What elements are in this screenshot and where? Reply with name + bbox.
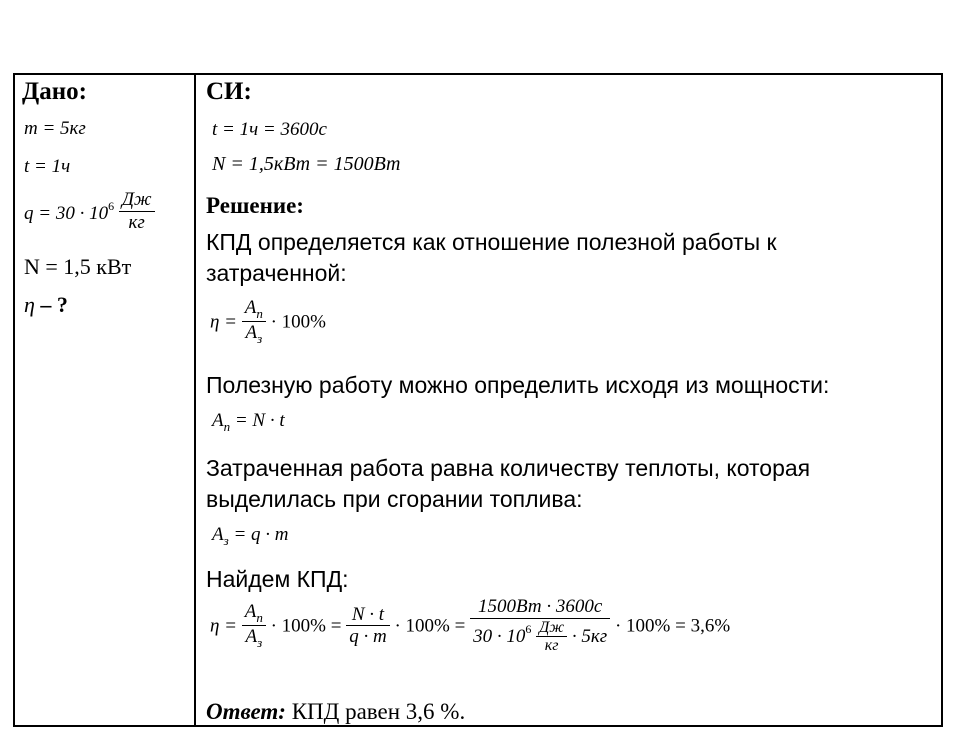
given-header: Дано: — [22, 78, 87, 105]
useful-work-text: Полезную работу можно определить исходя из мощности: — [206, 372, 830, 398]
given-heat-value: $q = 30 \cdot 10^6$ $\frac{Дж}{кг}$ — [24, 190, 155, 234]
spent-work-formula: $A_з = q \cdot m$ — [212, 524, 289, 548]
column-divider — [194, 73, 196, 727]
useful-work-formula: $A_п = N \cdot t$ — [212, 410, 285, 434]
intro-line-1: КПД определяется как отношение полезной работы к — [206, 229, 777, 255]
spent-work-line-1: Затраченная работа равна количеству теплоты, которая — [206, 455, 811, 481]
intro-line-2: затраченной: — [206, 260, 347, 286]
given-power: N = 1,5 кВт — [24, 254, 132, 279]
efficiency-formula: η = $\frac{A_п}{A_з}$ · 100% — [210, 297, 327, 346]
efficiency-calculation: η = $\frac{A_п}{A_з}$ · 100% = $\frac{N \cdot t}{q \cdot m}$ · 100% = 1500Вт · 3600с $30 \cdot 10^6$ $\frac{Дж}{кг}$ · 5кг · 100% = 3,6% — [210, 596, 731, 655]
solution-header: Решение: — [206, 193, 304, 218]
given-time: t = 1ч — [24, 156, 71, 177]
si-power: N = 1,5кВт = 1500Вт — [212, 153, 401, 175]
si-time: t = 1ч = 3600с — [212, 119, 327, 140]
si-header: СИ: — [206, 78, 252, 105]
given-mass: m = 5кг — [24, 118, 86, 139]
find-efficiency-text: Найдем КПД: — [206, 566, 349, 592]
given-unknown: η – ? — [24, 292, 68, 317]
answer-line: Ответ: КПД равен 3,6 %. — [206, 699, 466, 724]
spent-work-line-2: выделилась при сгорании топлива: — [206, 486, 583, 512]
